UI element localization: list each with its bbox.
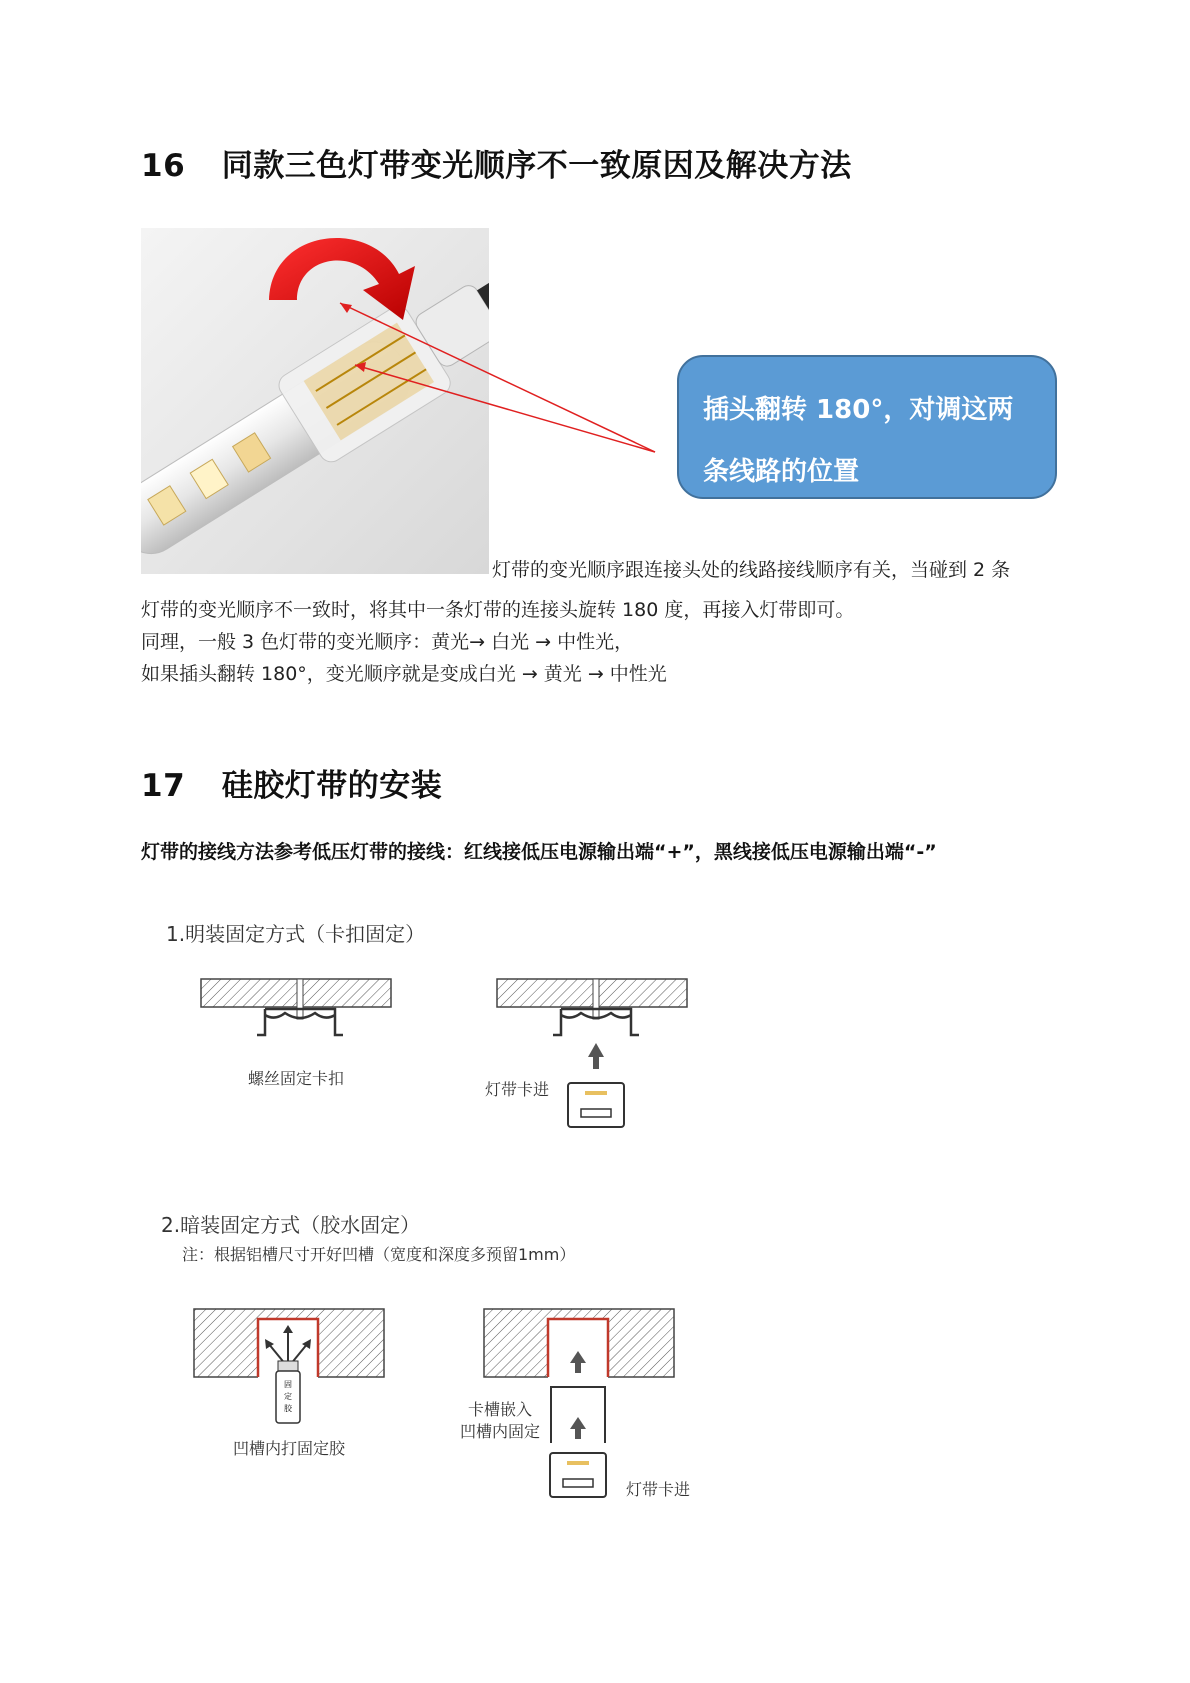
glue-tube-char-1: 固	[284, 1380, 292, 1389]
method-2-label-channel-1: 卡槽嵌入	[468, 1400, 533, 1419]
method-1-title: 1.明装固定方式（卡扣固定）	[166, 922, 426, 946]
method-1-diagram	[195, 975, 715, 1140]
para-line-1: 灯带的变光顺序跟连接头处的线路接线顺序有关，当碰到 2 条	[492, 559, 1011, 581]
glue-tube-char-3: 胶	[284, 1404, 292, 1413]
section-16-title: 同款三色灯带变光顺序不一致原因及解决方法	[221, 148, 852, 184]
up-arrow-icon-3	[570, 1417, 586, 1439]
section-17-number: 17	[141, 768, 186, 804]
method-2-label-channel-2: 凹槽内固定	[460, 1422, 541, 1441]
up-arrow-icon	[588, 1043, 604, 1069]
callout-box	[677, 355, 1057, 499]
section-16-number: 16	[141, 148, 186, 184]
callout-line-1: 插头翻转 180°，对调这两	[703, 395, 1014, 425]
section-17-heading	[141, 760, 442, 805]
section-17-title: 硅胶灯带的安装	[221, 768, 443, 804]
method-1-label-screw: 螺丝固定卡扣	[248, 1069, 345, 1088]
method-2-note: 注：根据铝槽尺寸开好凹槽（宽度和深度多预留1mm）	[182, 1245, 576, 1264]
callout-line-2: 条线路的位置	[703, 457, 860, 487]
glue-tube-char-2: 定	[284, 1392, 292, 1401]
method-2-label-strip: 灯带卡进	[626, 1480, 691, 1499]
wiring-note: 灯带的接线方法参考低压灯带的接线：红线接低压电源输出端“+”，黑线接低压电源输出端“-”	[141, 841, 937, 863]
para-line-3: 同理，一般 3 色灯带的变光顺序：黄光→ 白光 → 中性光，	[141, 631, 634, 653]
para-line-4: 如果插头翻转 180°，变光顺序就是变成白光 → 黄光 → 中性光	[141, 663, 667, 685]
method-1-label-strip: 灯带卡进	[485, 1080, 550, 1099]
method-2-diagram	[190, 1305, 710, 1505]
para-line-2: 灯带的变光顺序不一致时，将其中一条灯带的连接头旋转 180 度，再接入灯带即可。	[141, 599, 855, 621]
method-2-title: 2.暗装固定方式（胶水固定）	[161, 1213, 421, 1237]
method-2-label-glue: 凹槽内打固定胶	[233, 1439, 346, 1458]
